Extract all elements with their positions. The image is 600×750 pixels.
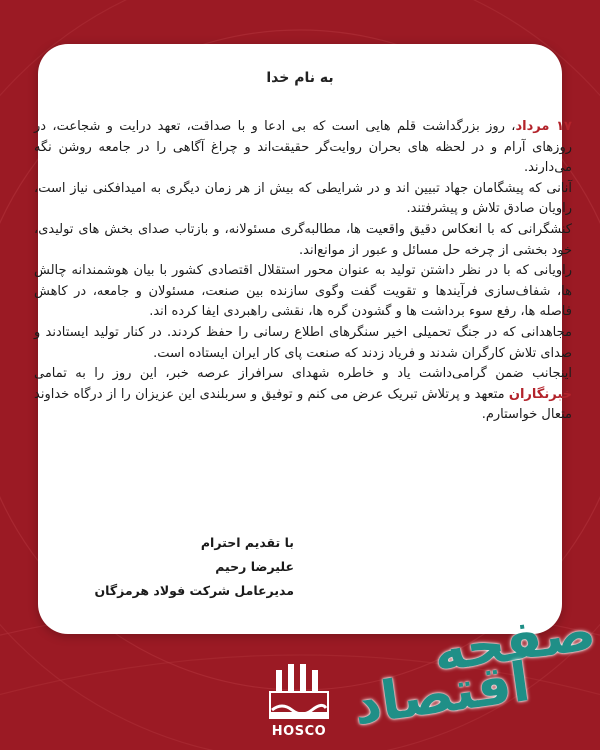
signature-title: مدیرعامل شرکت فولاد هرمزگان	[94, 583, 294, 598]
signature-name: علیرضا رحیم	[215, 559, 294, 574]
paragraph-text: متعهد و پرتلاش تبریک عرض می کنم و توفیق و سربلندی این عزیزان را از درگاه خداوند متعال خواستارم.	[34, 386, 572, 423]
signature-block	[94, 531, 294, 603]
paragraph-text: کنشگرانی که با انعکاس دقیق واقعیت ها، مطالبه‌گری مسئولانه، و بازتاب صدای بخش های تولیدی، خود بخشی از چرخه حل مسائل و عبور از موانع‌اند.	[34, 221, 572, 258]
letter-paragraph	[34, 179, 572, 220]
paragraph-text: راویانی که با در نظر داشتن تولید به عنوان محور استقلال اقتصادی کشور با بیان هوشمندانه چالش ها، شفاف‌سازی فرآیندها و تقویت گفت وگوی سازنده بین صنعت، مسئولان و جامعه، در کاهش فاصله ها، رفع سوء برداشت ها و گشودن گره ها، نقشی راهبردی ایفا کرده اند.	[34, 263, 572, 320]
letter-body	[34, 117, 572, 426]
letter-paragraph	[34, 261, 572, 323]
paragraph-text: مجاهدانی که در جنگ تحمیلی اخیر سنگرهای اطلاع رسانی را حفظ کردند. در کنار تولید ایستادند و صدای تلاش کارگران شدند و فریاد زدند که صنعت پای کار ایران ایستاده است.	[34, 324, 572, 361]
signature-closing: با تقدیم احترام	[200, 535, 294, 550]
highlighted-text: ۱۷ مرداد	[515, 119, 572, 134]
paragraph-text: اینجانب ضمن گرامی‌داشت یاد و خاطره شهدای سرافراز عرصه خبر، این روز را به تمامی	[34, 366, 572, 382]
watermark	[340, 590, 600, 750]
watermark-line-1: صفحه	[429, 598, 600, 685]
highlighted-text: خبرنگاران	[508, 386, 572, 402]
hosco-logo	[262, 660, 336, 744]
paragraph-text: آنانی که پیشگامان جهاد تبیین اند و در شرایطی که بیش از هر زمان دیگری به امیدافکنی نیاز است، راویان صادق تلاش و پیشرفتند.	[34, 180, 572, 217]
logo-text: HOSCO	[271, 724, 327, 739]
letter-paragraph	[34, 117, 572, 179]
letter-heading: به نام خدا	[266, 70, 334, 86]
factory-icon	[262, 660, 336, 724]
letter-paragraph	[34, 323, 572, 364]
letter-paragraph	[34, 220, 572, 261]
watermark-line-2: اقتصاد	[349, 649, 534, 738]
letter-paragraph	[34, 364, 572, 426]
paragraph-text: ، روز بزرگداشت قلم هایی است که بی ادعا و با صداقت، تعهد درایت و شجاعت، در روزهای آرام و در لحظه های بحران روایت‌گر حقیقت‌اند و چراغ آگاهی را در جامعه روشن نگه می‌دارند.	[34, 119, 572, 176]
